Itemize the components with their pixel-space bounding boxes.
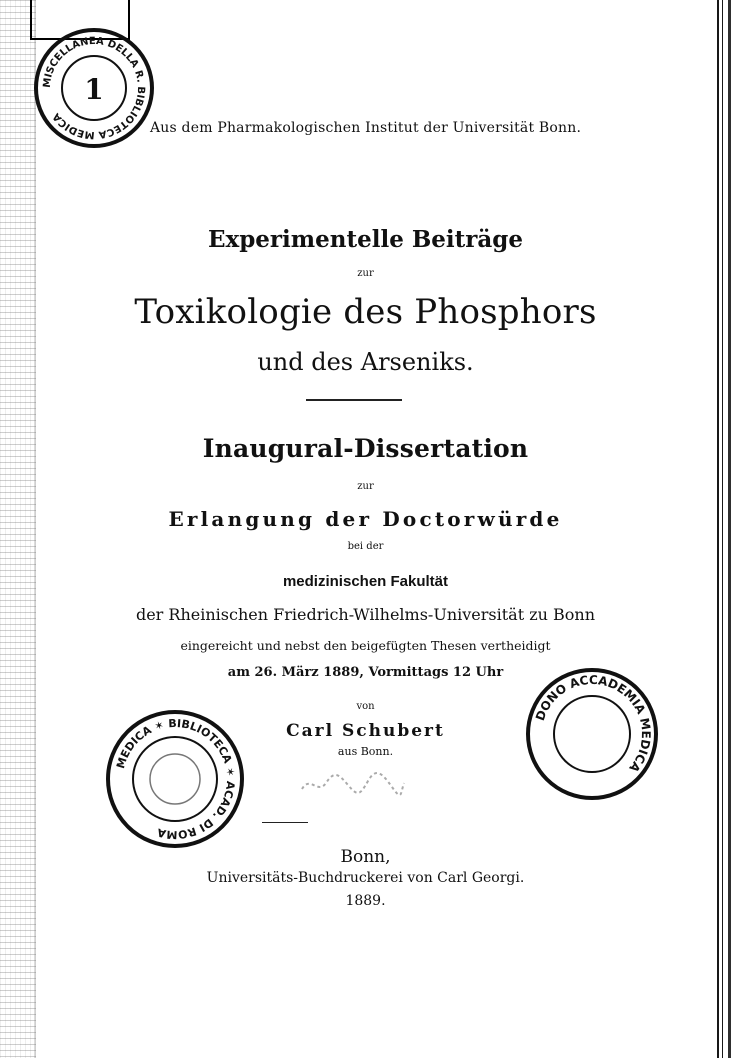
donation-stamp-middle-right: [520, 662, 664, 806]
stamp-top-ring-text: MISCELLANEA DELLA R. BIBLIOTECA MEDICA: [41, 35, 147, 141]
connector-bei-der: bei der: [347, 541, 384, 552]
short-divider: [262, 822, 308, 823]
stamp-middle-right-ring-text: DONO ACCADEMIA MEDICA: [532, 672, 654, 775]
university-name: der Rheinischen Friedrich-Wilhelms-Universität zu Bonn: [135, 605, 596, 624]
submission-note: eingereicht und nebst den beigefügten Thesen vertheidigt: [180, 638, 551, 653]
main-title: Toxikologie des Phosphors: [134, 292, 597, 332]
connector-zur-2: zur: [357, 481, 374, 492]
publication-year: 1889.: [345, 893, 386, 909]
author-origin: aus Bonn.: [337, 745, 394, 758]
connector-von: von: [356, 701, 375, 712]
dissertation-type: Inaugural-Dissertation: [202, 434, 529, 463]
stamp-middle-left-ring-text: MEDICA ✶ BIBLIOTECA ✶ ACAD. DI ROMA: [114, 716, 238, 842]
stamp-top-center-text: 1: [84, 73, 104, 106]
publisher-city: Bonn,: [340, 847, 391, 867]
faculty-name: medizinischen Fakultät: [282, 573, 449, 590]
institute-line: Aus dem Pharmakologischen Institut der Universität Bonn.: [150, 120, 582, 136]
title-divider: [306, 399, 402, 401]
title-line-1: Experimentelle Beiträge: [207, 226, 524, 253]
degree-purpose: Erlangung der Doctorwürde: [168, 507, 563, 531]
library-stamp-middle-left: [100, 704, 250, 854]
library-stamp-top-left: [30, 24, 158, 152]
author-name: Carl Schubert: [286, 721, 445, 741]
publisher-name: Universitäts-Buchdruckerei von Carl Georgi.: [206, 870, 525, 886]
faded-manuscript-mark: [298, 765, 408, 801]
defense-date: am 26. März 1889, Vormittags 12 Uhr: [227, 665, 504, 680]
connector-zur-1: zur: [357, 268, 374, 279]
subtitle: und des Arseniks.: [257, 348, 474, 376]
